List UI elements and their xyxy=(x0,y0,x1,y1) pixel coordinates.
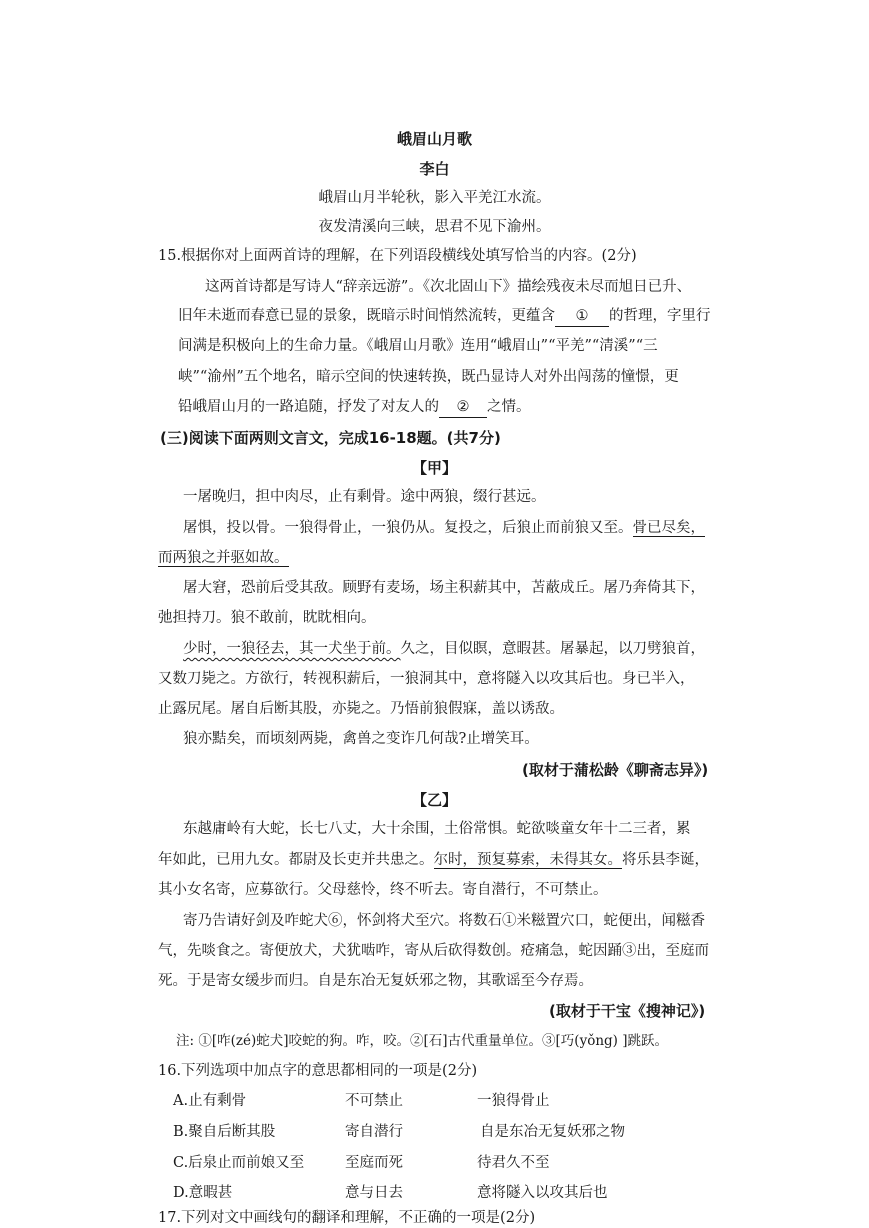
jia-para-5: 狼亦黠矣，而顷刻两毙，禽兽之变诈几何哉?止增笑耳。 xyxy=(183,731,539,747)
q15-line-2-a: 旧年未逝而春意已显的景象，既暗示时间悄然流转，更蕴含 xyxy=(178,308,555,324)
jia-underlined-sentence-1b: 而两狼之并驱如故。 xyxy=(158,550,289,566)
jia-para-1: 一屠晚归，担中肉尽，止有剩骨。途中两狼，缀行甚远。 xyxy=(183,489,546,505)
jia-para-2-line-2 xyxy=(158,548,289,568)
yi-para-2-line-1: 寄乃告请好剑及咋蛇犬⑥，怀剑将犬至穴。将数石①米糍置穴口，蛇便出，闻糍香 xyxy=(183,913,705,929)
yi-para-2-line-3: 死。于是寄女缓步而归。自是东冶无复妖邪之物，其歌谣至今存焉。 xyxy=(158,973,593,989)
jia-para-3-line-2: 弛担持刀。狼不敢前，眈眈相向。 xyxy=(158,610,376,626)
q16-option-d-phrase-2: 意与日去 xyxy=(345,1185,403,1201)
yi-para-2-line-2: 气，先啖食之。寄便放犬，犬犹啮咋，寄从后砍得数创。疮痛急，蛇因踊③出，至庭而 xyxy=(158,943,709,959)
jia-para-3-line-1: 屠大窘，恐前后受其敌。顾野有麦场，场主积薪其中，苫蔽成丘。屠乃奔倚其下， xyxy=(183,580,705,596)
q15-paragraph-line-4: 峡”“渝州”五个地名，暗示空间的快速转换，既凸显诗人对外出闯荡的憧憬，更 xyxy=(178,369,679,385)
jia-para-4-line-2: 又数刀毙之。方欲行，转视积薪后，一狼洞其中，意将隧入以攻其后也。身已半入， xyxy=(158,671,695,687)
jia-source: (取材于蒲松龄《聊斋志异》) xyxy=(522,761,709,779)
q15-blank-2[interactable]: ② xyxy=(439,397,487,418)
section-3-heading: (三)阅读下面两则文言文，完成16-18题。(共7分) xyxy=(160,429,501,447)
q16-option-a-phrase-2: 不可禁止 xyxy=(345,1093,403,1109)
jia-para-4-line-1 xyxy=(183,639,705,659)
yi-para-1-text: 年如此，已用九女。都尉及长吏并共患之。 xyxy=(158,852,434,868)
yi-para-1-line-2 xyxy=(158,850,709,870)
q15-paragraph-line-2 xyxy=(178,306,711,327)
poem-line-1: 峨眉山月半轮秋，影入平羌江水流。 xyxy=(318,190,551,206)
jia-para-4-line-3: 止露尻尾。屠自后断其股，亦毙之。乃悟前狼假寐，盖以诱敌。 xyxy=(158,701,564,717)
q16-option-c-label[interactable]: C.后泉止而前娘又至 xyxy=(173,1155,305,1171)
q16-option-b-phrase-2: 寄自潜行 xyxy=(345,1124,403,1140)
q15-line-5-a: 铅峨眉山月的一路追随，抒发了对友人的 xyxy=(178,399,439,415)
q15-paragraph-line-5 xyxy=(178,397,531,418)
jia-underlined-sentence-2: 少时，一狼径去，其一犬坐于前。 xyxy=(183,641,401,657)
poem-line-2: 夜发清溪向三峡，思君不见下渝州。 xyxy=(318,219,551,235)
yi-para-1-line-3: 其小女名寄，应募欲行。父母慈怜，终不听去。寄自潜行，不可禁止。 xyxy=(158,882,608,898)
q16-option-d-label[interactable]: D.意暇甚 xyxy=(173,1185,233,1201)
q15-line-2-b: 的哲理，字里行 xyxy=(609,308,711,324)
yi-para-1-text-2: 将乐县李诞， xyxy=(622,852,709,868)
q16-option-c-phrase-2: 至庭而死 xyxy=(345,1155,403,1171)
q16-option-b-phrase-3: 自是东冶无复妖邪之物 xyxy=(480,1124,625,1140)
passage-jia-label: 【甲】 xyxy=(411,459,457,477)
q16-option-a-label[interactable]: A.止有剩骨 xyxy=(173,1093,247,1109)
yi-para-1-line-1: 东越庸岭有大蛇，长七八丈，大十余围，土俗常惧。蛇欲啖童女年十二三者，累 xyxy=(183,821,691,837)
q17-stem: 17.下列对文中画线句的翻译和理解，不正确的一项是(2分) xyxy=(158,1210,536,1226)
q16-option-c-phrase-3: 待君久不至 xyxy=(477,1155,550,1171)
annotation-notes: 注: ①[咋(zé)蛇犬]咬蛇的狗。咋，咬。②[石]古代重量单位。③[巧(yǒng) ]跳跃。 xyxy=(176,1033,668,1049)
jia-para-4-text: 久之，目似瞑，意暇甚。屠暴起，以刀劈狼首， xyxy=(400,641,705,657)
jia-para-2-text: 屠惧，投以骨。一狼得骨止，一狼仍从。复投之，后狼止而前狼又至。 xyxy=(183,520,633,536)
yi-underlined-sentence: 尔时，预复募索，未得其女。 xyxy=(433,852,622,868)
q15-paragraph-line-1: 这两首诗都是写诗人“辞亲远游”。《次北固山下》描绘残夜未尽而旭日已升、 xyxy=(205,279,692,295)
q15-line-5-b: 之情。 xyxy=(487,399,531,415)
jia-underlined-sentence-1a: 骨已尽矣， xyxy=(632,520,705,536)
q16-option-d-phrase-3: 意将隧入以攻其后也 xyxy=(477,1185,608,1201)
passage-yi-label: 【乙】 xyxy=(411,791,457,809)
q16-stem: 16.下列选项中加点字的意思都相同的一项是(2分) xyxy=(158,1063,478,1079)
jia-para-2-line-1 xyxy=(183,518,705,538)
q15-paragraph-line-3: 间满是积极向上的生命力量。《峨眉山月歌》连用“峨眉山”“平羌”“清溪”“三 xyxy=(178,338,658,354)
poem-author: 李白 xyxy=(419,160,450,178)
q15-stem: 15.根据你对上面两首诗的理解，在下列语段横线处填写恰当的内容。(2分) xyxy=(158,248,637,264)
q15-blank-1[interactable]: ① xyxy=(555,306,609,327)
yi-source: (取材于干宝《搜神记》) xyxy=(549,1002,706,1020)
q16-option-b-label[interactable]: B.聚自后断其股 xyxy=(173,1124,276,1140)
poem-title: 峨眉山月歌 xyxy=(396,130,472,148)
q16-option-a-phrase-3: 一狼得骨止 xyxy=(477,1093,550,1109)
